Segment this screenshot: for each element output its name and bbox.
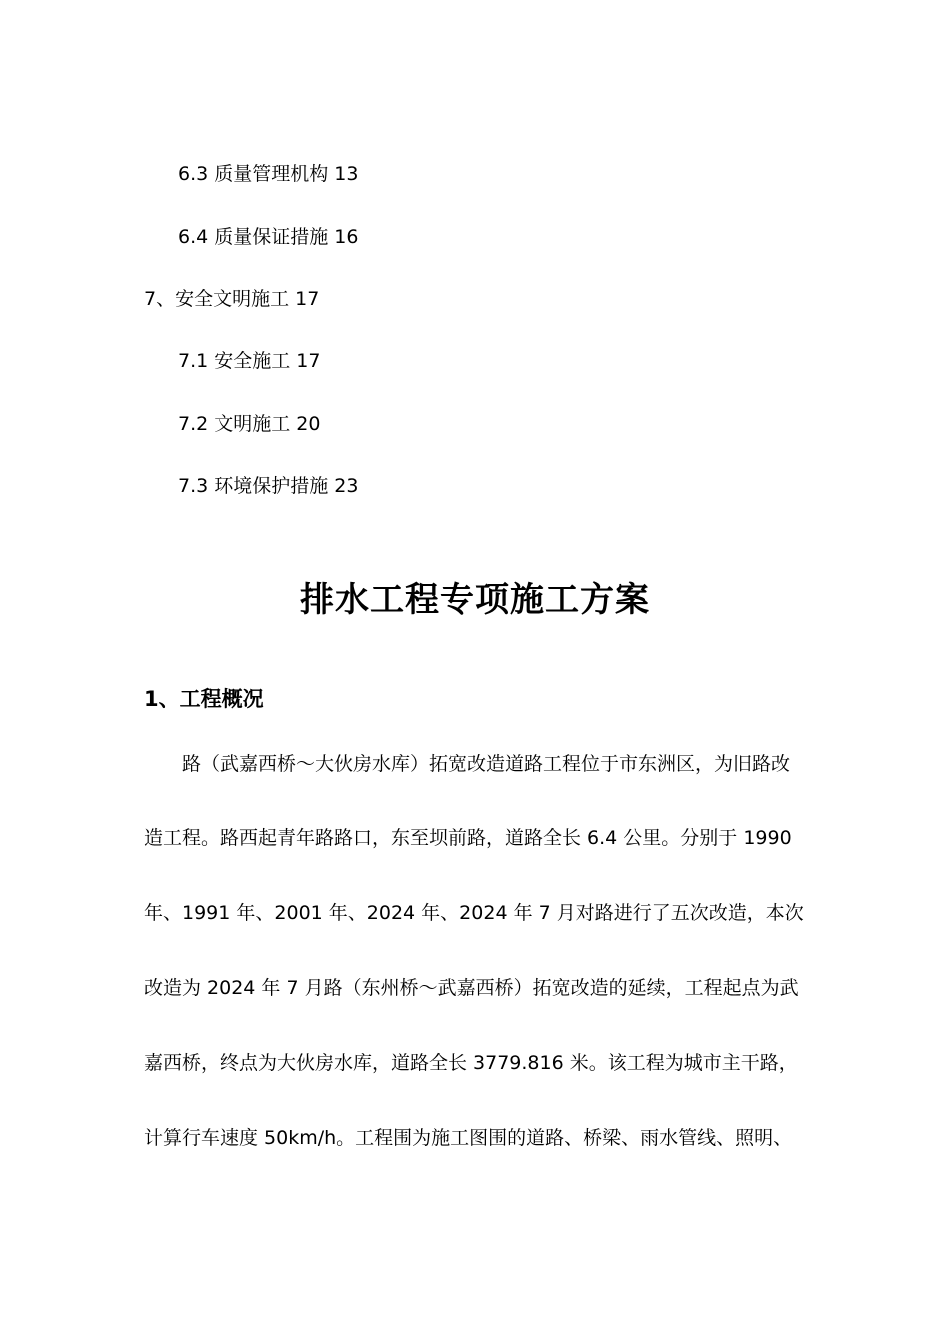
toc-entry-7-3[interactable]: 7.3 环境保护措施 23 [178,475,359,497]
toc-entry-6-3[interactable]: 6.3 质量管理机构 13 [178,163,359,185]
section-heading: 1、工程概况 [144,687,264,711]
paragraph-line: 造工程。路西起青年路路口，东至坝前路，道路全长 6.4 公里。分别于 1990 [144,827,792,849]
paragraph-line: 年、1991 年、2001 年、2024 年、2024 年 7 月对路进行了五次改造，本次 [144,902,804,924]
paragraph-line: 计算行车速度 50km/h。工程围为施工图围的道路、桥梁、雨水管线、照明、 [144,1127,793,1149]
paragraph-line: 路（武嘉西桥～大伙房水库）拓宽改造道路工程位于市东洲区，为旧路改 [182,753,791,775]
toc-entry-6-4[interactable]: 6.4 质量保证措施 16 [178,226,359,248]
document-title: 排水工程专项施工方案 [300,580,650,620]
toc-entry-7-2[interactable]: 7.2 文明施工 20 [178,413,321,435]
toc-entry-7-1[interactable]: 7.1 安全施工 17 [178,350,321,372]
paragraph-line: 改造为 2024 年 7 月路（东州桥～武嘉西桥）拓宽改造的延续，工程起点为武 [144,977,799,999]
toc-entry-7[interactable]: 7、安全文明施工 17 [144,288,320,310]
paragraph-line: 嘉西桥，终点为大伙房水库，道路全长 3779.816 米。该工程为城市主干路， [144,1052,798,1074]
